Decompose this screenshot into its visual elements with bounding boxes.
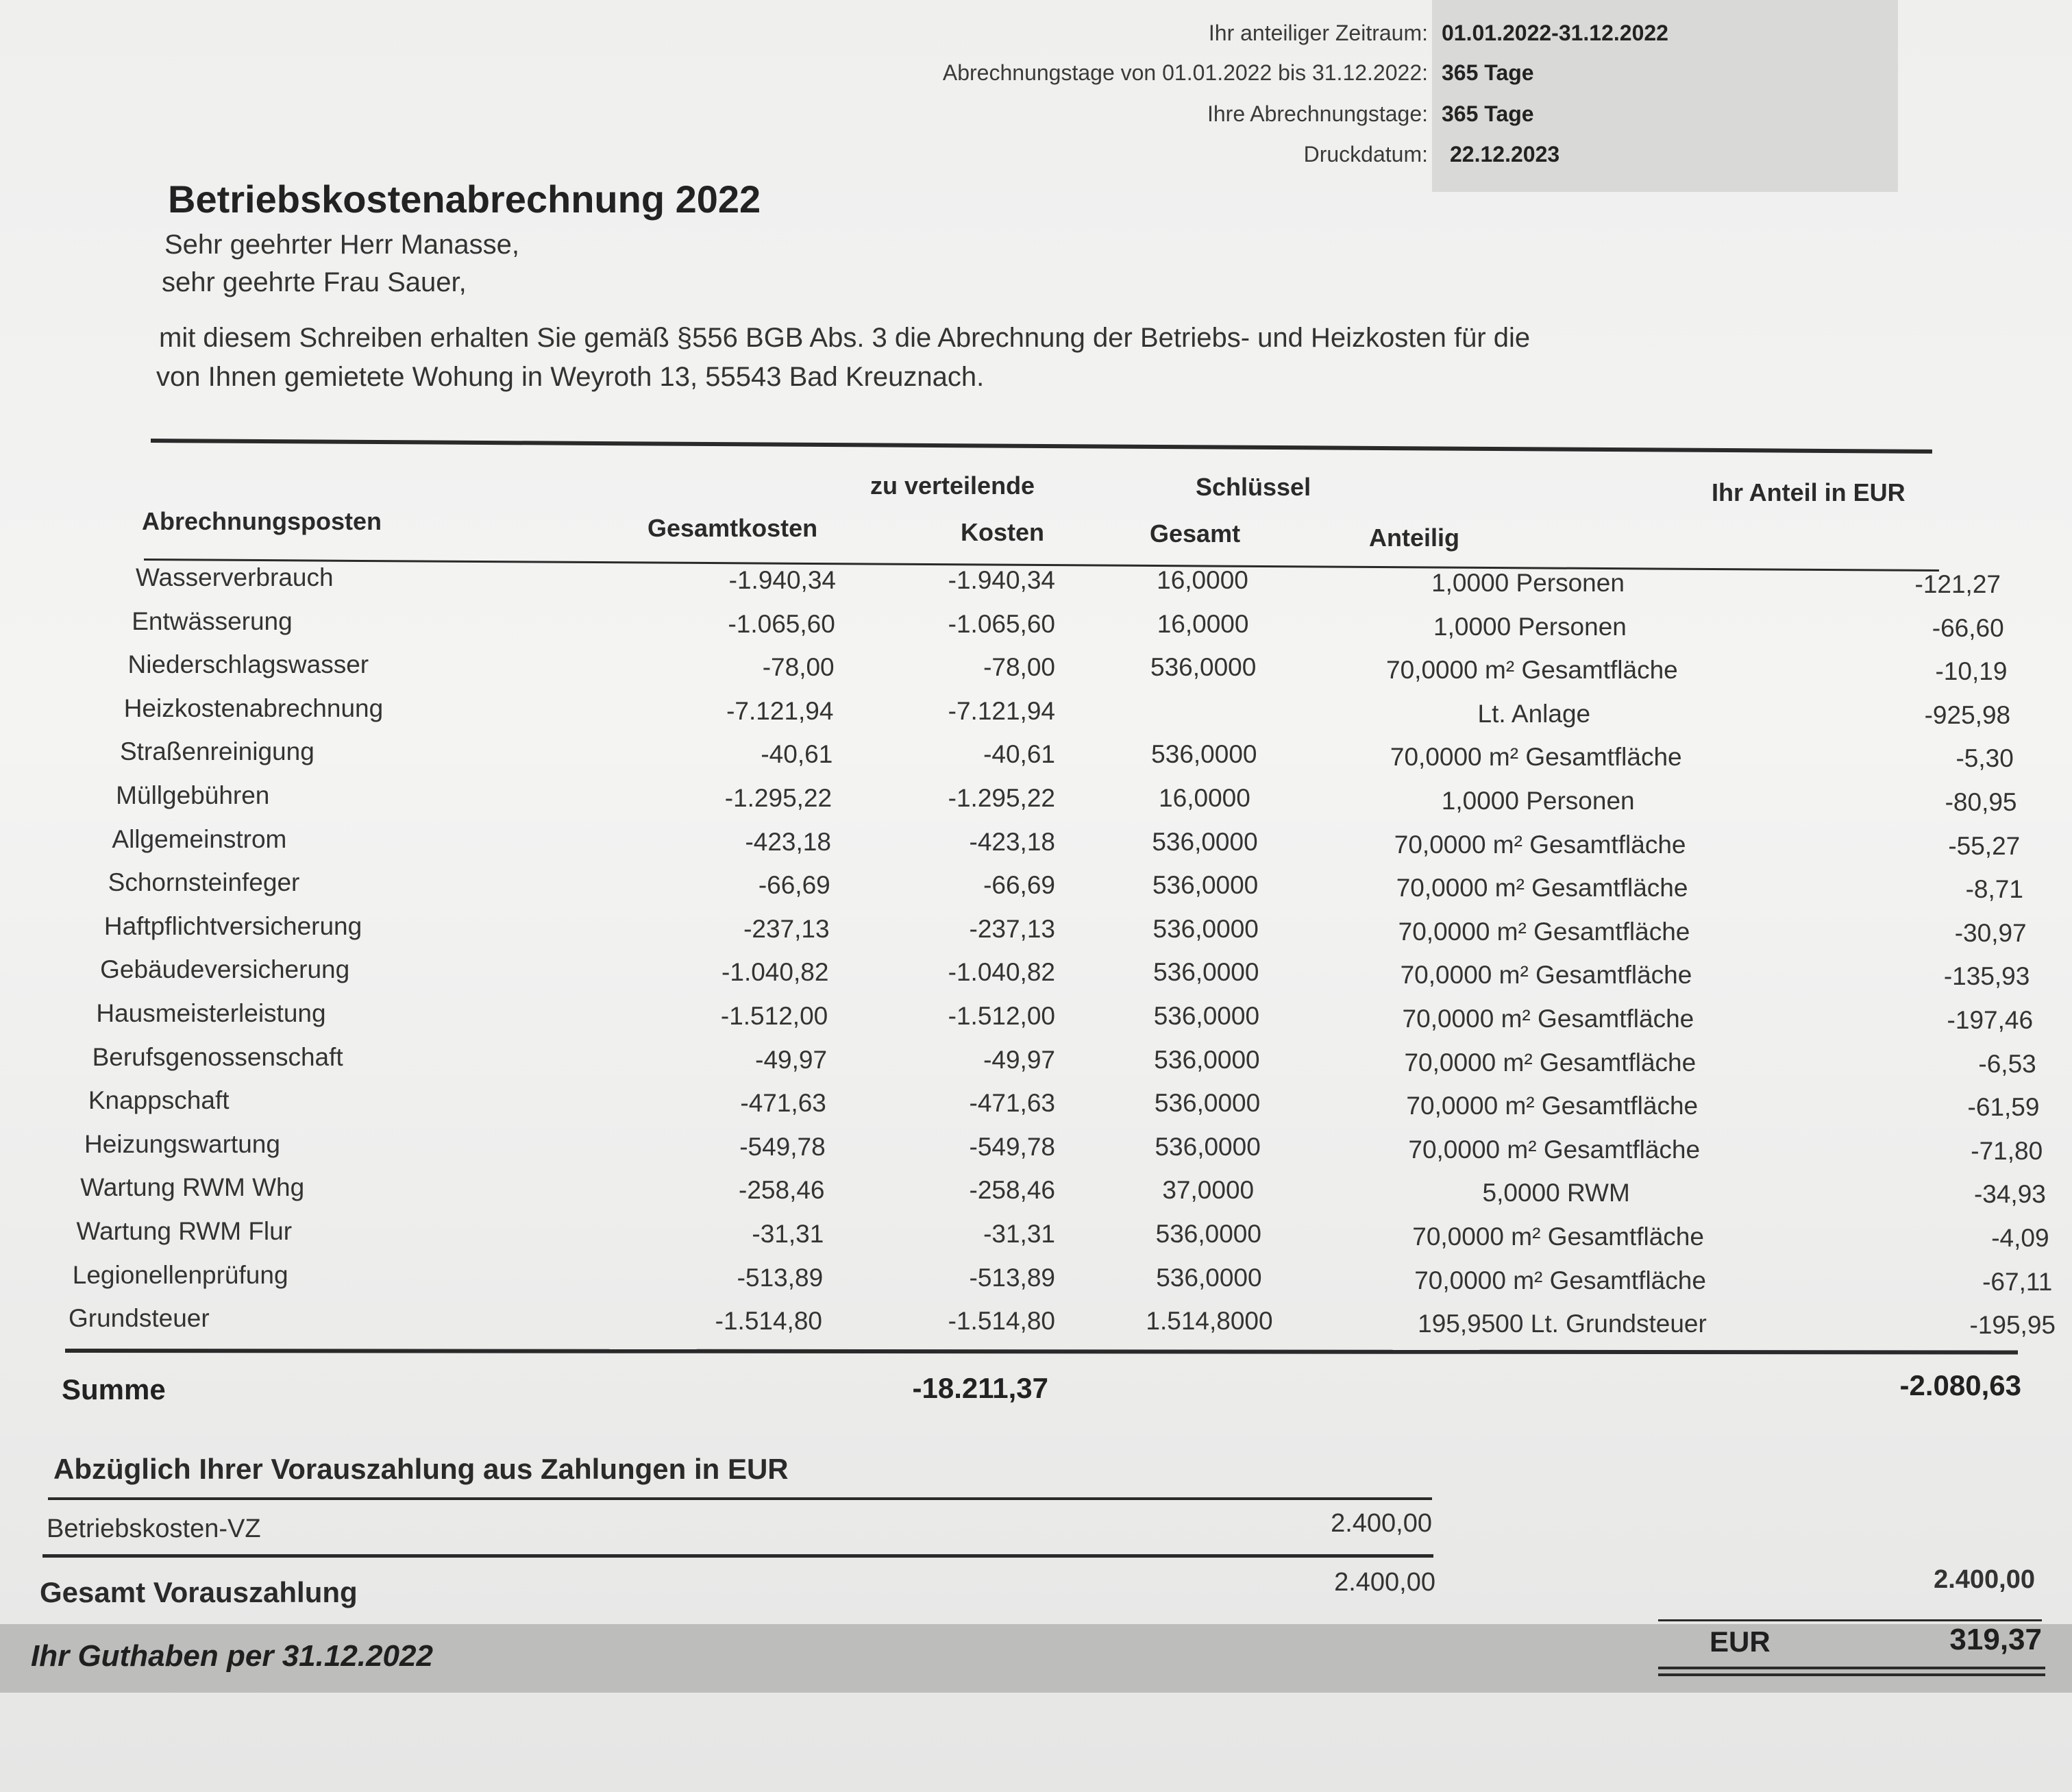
credit-double-rule-2 xyxy=(1658,1673,2045,1676)
cell-distributed: -49,97 xyxy=(983,1045,1055,1074)
cell-item: Wartung RWM Flur xyxy=(76,1217,293,1245)
cell-share: -5,30 xyxy=(1956,744,2014,773)
cell-key-share: 70,0000 m² Gesamtfläche xyxy=(1396,874,1688,903)
header-total-cost: Gesamtkosten xyxy=(648,514,818,542)
cell-total-cost: -49,97 xyxy=(755,1045,828,1074)
cell-key-share: 70,0000 m² Gesamtfläche xyxy=(1402,1005,1694,1033)
cell-item: Wartung RWM Whg xyxy=(80,1173,305,1202)
prepayment-total-label: Gesamt Vorauszahlung xyxy=(40,1576,358,1608)
cell-distributed: -423,18 xyxy=(969,827,1055,856)
credit-label: Ihr Guthaben per 31.12.2022 xyxy=(31,1639,433,1673)
table-row xyxy=(0,955,2072,996)
cell-item: Grundsteuer xyxy=(69,1304,210,1333)
cell-distributed: -1.295,22 xyxy=(948,784,1055,812)
header-meta-value: 365 Tage xyxy=(1442,101,1534,126)
header-meta-value: 365 Tage xyxy=(1442,60,1534,85)
cell-distributed: -1.514,80 xyxy=(948,1307,1055,1336)
cell-distributed: -258,46 xyxy=(969,1176,1055,1205)
cell-key-share: 70,0000 m² Gesamtfläche xyxy=(1408,1135,1701,1164)
cell-distributed: -513,89 xyxy=(969,1263,1055,1292)
header-to-distribute-bottom: Kosten xyxy=(961,518,1045,546)
cell-distributed: -237,13 xyxy=(969,914,1055,943)
cell-share: -34,93 xyxy=(1973,1180,2046,1209)
cell-share: -67,11 xyxy=(1982,1267,2053,1296)
cell-key-share: 70,0000 m² Gesamtfläche xyxy=(1386,656,1678,685)
cell-share: -80,95 xyxy=(1945,788,2017,816)
table-row xyxy=(0,1217,2072,1258)
header-to-distribute-top: zu verteilende xyxy=(870,471,1035,500)
table-row xyxy=(0,650,2072,691)
cell-item: Heizungswartung xyxy=(84,1129,280,1158)
cell-total-cost: -78,00 xyxy=(762,653,835,682)
table-row xyxy=(0,1173,2072,1214)
credit-value: 319,37 xyxy=(1949,1623,2042,1656)
cell-share: -925,98 xyxy=(1924,700,2011,729)
cell-key-total: 536,0000 xyxy=(1156,1263,1262,1292)
cell-total-cost: -1.940,34 xyxy=(728,566,836,594)
cell-key-total: 16,0000 xyxy=(1157,609,1249,638)
table-row xyxy=(0,1304,2072,1345)
cell-item: Knappschaft xyxy=(88,1086,230,1115)
cell-item: Hausmeisterleistung xyxy=(96,999,326,1027)
cell-key-total: 536,0000 xyxy=(1150,653,1257,682)
cell-total-cost: -1.514,80 xyxy=(715,1307,822,1336)
cell-key-share: 70,0000 m² Gesamtfläche xyxy=(1390,743,1682,772)
cell-key-share: 70,0000 m² Gesamtfläche xyxy=(1394,830,1686,859)
cell-distributed: -31,31 xyxy=(983,1220,1055,1248)
table-row xyxy=(0,737,2072,778)
cell-item: Niederschlagswasser xyxy=(127,650,369,679)
prepayment-heading: Abzüglich Ihrer Vorauszahlung aus Zahlungen in EUR xyxy=(53,1453,789,1485)
cell-share: -71,80 xyxy=(1971,1136,2043,1165)
cell-distributed: -1.512,00 xyxy=(948,1002,1055,1030)
cell-key-share: 5,0000 RWM xyxy=(1482,1179,1630,1207)
cell-total-cost: -1.065,60 xyxy=(728,609,835,638)
cell-item: Allgemeinstrom xyxy=(112,824,287,853)
cell-item: Berufsgenossenschaft xyxy=(92,1042,343,1071)
credit-double-rule-1 xyxy=(1658,1667,2045,1669)
intro-line-2: von Ihnen gemietete Wohung in Weyroth 13, 55543 Bad Kreuznach. xyxy=(156,362,985,392)
cell-key-total: 536,0000 xyxy=(1154,1089,1261,1118)
cell-key-total: 16,0000 xyxy=(1159,784,1250,812)
cell-total-cost: -237,13 xyxy=(743,914,830,943)
table-row xyxy=(0,868,2072,909)
cell-key-total: 536,0000 xyxy=(1153,1002,1260,1030)
prepayment-total-value-right: 2.400,00 xyxy=(1934,1565,2035,1594)
header-meta-label: Druckdatum: xyxy=(1303,142,1428,167)
header-key-share: Anteilig xyxy=(1369,524,1459,552)
table-row xyxy=(0,1130,2072,1171)
table-row xyxy=(0,999,2072,1040)
cell-key-share: 70,0000 m² Gesamtfläche xyxy=(1398,917,1690,946)
cell-key-total: 37,0000 xyxy=(1162,1176,1255,1205)
cell-distributed: -40,61 xyxy=(983,740,1055,769)
header-key-top: Schlüssel xyxy=(1196,473,1311,501)
cell-total-cost: -258,46 xyxy=(739,1176,825,1205)
cell-total-cost: -1.295,22 xyxy=(724,784,832,812)
cell-key-share: 1,0000 Personen xyxy=(1431,569,1625,597)
cell-distributed: -1.065,60 xyxy=(948,609,1055,638)
cell-share: -10,19 xyxy=(1935,657,2008,686)
cell-share: -66,60 xyxy=(1932,613,2004,642)
prepayment-total-rule xyxy=(42,1554,1433,1558)
cell-item: Heizkostenabrechnung xyxy=(123,694,384,722)
cell-total-cost: -1.040,82 xyxy=(722,958,829,987)
cell-share: -61,59 xyxy=(1967,1093,2040,1122)
prepayment-heading-rule xyxy=(48,1497,1432,1500)
cell-item: Legionellenprüfung xyxy=(72,1260,288,1289)
cell-distributed: -7.121,94 xyxy=(948,696,1055,725)
table-row xyxy=(0,607,2072,648)
cell-key-total: 536,0000 xyxy=(1152,871,1259,900)
cell-share: -8,71 xyxy=(1965,875,2023,904)
cell-key-share: Lt. Anlage xyxy=(1477,699,1591,728)
cell-total-cost: -549,78 xyxy=(739,1132,826,1161)
cell-share: -55,27 xyxy=(1948,831,2021,860)
cell-key-total: 536,0000 xyxy=(1153,958,1259,987)
sum-label: Summe xyxy=(62,1373,166,1406)
salutation-1: Sehr geehrter Herr Manasse, xyxy=(164,230,520,260)
cell-key-total: 16,0000 xyxy=(1157,566,1248,594)
cell-total-cost: -423,18 xyxy=(745,827,831,856)
cell-key-share: 70,0000 m² Gesamtfläche xyxy=(1412,1223,1704,1251)
cell-total-cost: -40,61 xyxy=(761,740,833,769)
cell-item: Entwässerung xyxy=(132,606,293,635)
prepayment-item-label: Betriebskosten-VZ xyxy=(47,1514,261,1543)
cell-key-share: 1,0000 Personen xyxy=(1433,612,1627,641)
cell-item: Schornsteinfeger xyxy=(108,868,300,897)
salutation-2: sehr geehrte Frau Sauer, xyxy=(162,267,467,297)
header-meta-label: Ihr anteiliger Zeitraum: xyxy=(1208,21,1428,45)
cell-item: Gebäudeversicherung xyxy=(100,955,350,984)
cell-distributed: -78,00 xyxy=(983,653,1055,682)
header-your-share: Ihr Anteil in EUR xyxy=(1712,478,1906,506)
cell-item: Haftpflichtversicherung xyxy=(103,911,362,940)
document-title: Betriebskostenabrechnung 2022 xyxy=(168,177,761,221)
table-row xyxy=(0,1086,2072,1127)
cell-key-total: 536,0000 xyxy=(1151,740,1257,769)
cell-total-cost: -471,63 xyxy=(740,1089,826,1118)
cell-key-total: 536,0000 xyxy=(1155,1132,1261,1161)
table-row xyxy=(0,825,2072,866)
cell-key-share: 70,0000 m² Gesamtfläche xyxy=(1414,1266,1706,1294)
header-meta-label: Ihre Abrechnungstage: xyxy=(1207,101,1428,126)
cell-share: -195,95 xyxy=(1969,1311,2056,1340)
table-row xyxy=(0,1261,2072,1302)
cell-key-share: 70,0000 m² Gesamtfläche xyxy=(1404,1048,1697,1077)
cell-share: -197,46 xyxy=(1947,1006,2034,1034)
cell-key-share: 1,0000 Personen xyxy=(1441,787,1635,815)
credit-currency: EUR xyxy=(1710,1625,1771,1658)
cell-total-cost: -513,89 xyxy=(737,1263,824,1292)
cell-key-share: 70,0000 m² Gesamtfläche xyxy=(1406,1092,1699,1120)
cell-share: -4,09 xyxy=(1991,1224,2049,1252)
header-meta-value: 01.01.2022-31.12.2022 xyxy=(1442,21,1668,45)
table-row xyxy=(0,563,2072,604)
sum-distributed: -18.211,37 xyxy=(912,1372,1048,1404)
cell-total-cost: -1.512,00 xyxy=(720,1002,828,1030)
cell-item: Straßenreinigung xyxy=(119,737,314,766)
cell-total-cost: -7.121,94 xyxy=(726,696,834,725)
cell-key-total: 1.514,8000 xyxy=(1146,1307,1273,1336)
cell-total-cost: -31,31 xyxy=(752,1220,824,1248)
sum-share: -2.080,63 xyxy=(1899,1369,2021,1401)
cell-share: -30,97 xyxy=(1954,918,2027,947)
cell-total-cost: -66,69 xyxy=(758,871,830,900)
intro-line-1: mit diesem Schreiben erhalten Sie gemäß §556 BGB Abs. 3 die Abrechnung der Betriebs- und Heizkosten für die xyxy=(159,323,1531,353)
cell-share: -135,93 xyxy=(1943,962,2030,991)
cell-share: -121,27 xyxy=(1914,570,2001,598)
header-item: Abrechnungsposten xyxy=(142,507,382,535)
header-meta-value: 22.12.2023 xyxy=(1450,142,1560,167)
cell-distributed: -66,69 xyxy=(983,871,1055,900)
table-row xyxy=(0,1043,2072,1084)
header-key-total: Gesamt xyxy=(1150,519,1241,548)
cell-distributed: -1.040,82 xyxy=(948,958,1055,987)
prepayment-item-value: 2.400,00 xyxy=(1331,1509,1432,1538)
cell-key-total: 536,0000 xyxy=(1152,914,1259,943)
table-row xyxy=(0,781,2072,822)
cell-key-total: 536,0000 xyxy=(1155,1220,1261,1248)
table-row xyxy=(0,912,2072,953)
cell-distributed: -549,78 xyxy=(969,1132,1055,1161)
cell-distributed: -471,63 xyxy=(969,1089,1055,1118)
header-meta-label: Abrechnungstage von 01.01.2022 bis 31.12.2022: xyxy=(942,60,1428,85)
cell-key-share: 70,0000 m² Gesamtfläche xyxy=(1400,961,1692,990)
cell-key-total: 536,0000 xyxy=(1152,827,1258,856)
cell-item: Müllgebühren xyxy=(116,781,270,809)
cell-key-total: 536,0000 xyxy=(1154,1045,1260,1074)
cell-item: Wasserverbrauch xyxy=(136,563,334,591)
cell-key-share: 195,9500 Lt. Grundsteuer xyxy=(1418,1310,1707,1338)
credit-top-rule xyxy=(1658,1619,2042,1621)
prepayment-total-value: 2.400,00 xyxy=(1334,1568,1435,1597)
cell-share: -6,53 xyxy=(1978,1049,2036,1078)
table-row xyxy=(0,694,2072,735)
cell-distributed: -1.940,34 xyxy=(948,566,1055,594)
